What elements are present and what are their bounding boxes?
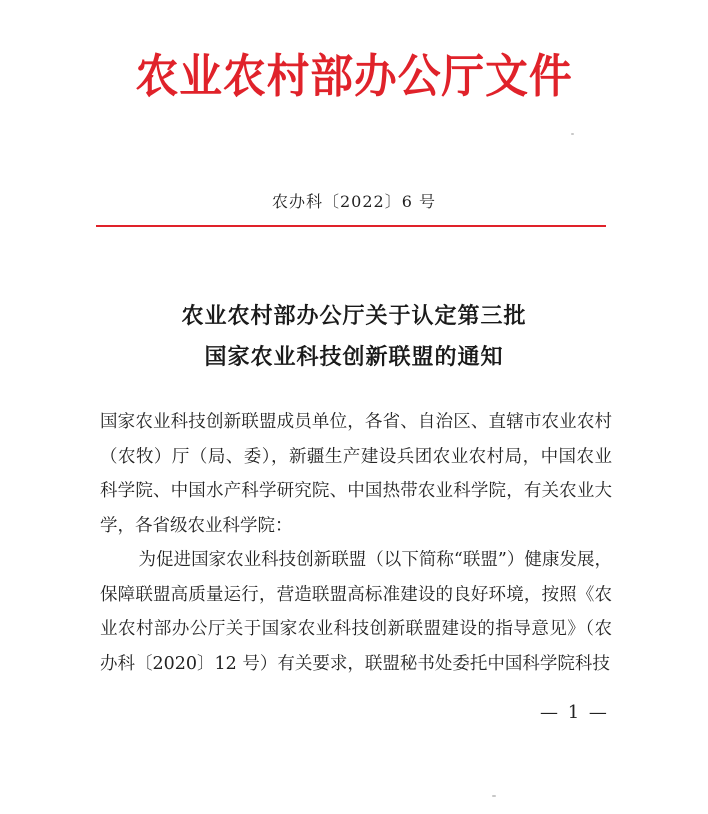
scan-speck <box>492 795 496 797</box>
red-divider-line <box>96 225 606 227</box>
red-header-title: 农业农村部办公厅文件 <box>135 49 573 103</box>
document-body <box>100 405 612 681</box>
body-paragraph-1: 为促进国家农业科技创新联盟（以下简称“联盟”）健康发展，保障联盟高质量运行，营造联盟高标准建设的良好环境，按照《农业农村部办公厅关于国家农业科技创新联盟建设的指导意见》（农办科〔2020〕12 号）有关要求，联盟秘书处委托中国科学院科技 <box>100 550 612 674</box>
document-title <box>0 296 708 378</box>
scan-speck <box>571 133 574 135</box>
document-number: 农办科〔2022〕6 号 <box>272 192 436 211</box>
title-line-1: 农业农村部办公厅关于认定第三批 <box>181 304 527 329</box>
title-line-2: 国家农业科技创新联盟的通知 <box>204 345 504 370</box>
recipients-paragraph: 国家农业科技创新联盟成员单位，各省、自治区、直辖市农业农村（农牧）厅（局、委），新疆生产建设兵团农业农村局，中国农业科学院、中国水产科学研究院、中国热带农业科学院，有关农业大学，各省级农业科学院： <box>100 412 612 536</box>
page-number: — 1 — <box>540 702 609 723</box>
